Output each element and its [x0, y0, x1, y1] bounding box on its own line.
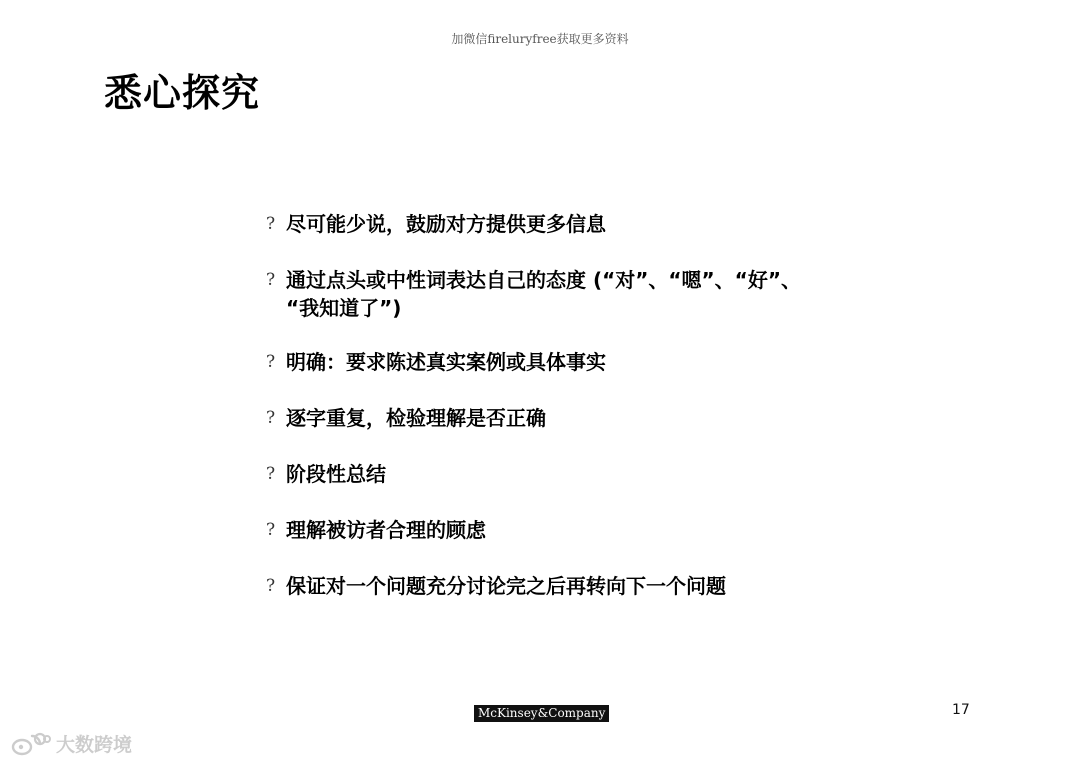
bullet-line: 逐字重复，检验理解是否正确 — [286, 406, 546, 430]
bottom-watermark — [10, 730, 132, 757]
bullet-text — [286, 460, 886, 488]
bullet-text — [286, 210, 886, 238]
bullet-line: 阶段性总结 — [286, 462, 386, 486]
bullet-text — [286, 266, 886, 322]
page-number: 17 — [952, 702, 970, 718]
bullet-item — [266, 348, 886, 376]
bullet-marker: ? — [266, 408, 276, 428]
bullet-item — [266, 266, 886, 322]
bullet-text — [286, 572, 886, 600]
watermark-text: 大数跨境 — [56, 734, 133, 756]
bullet-line: 保证对一个问题充分讨论完之后再转向下一个问题 — [286, 574, 726, 598]
mckinsey-logo: McKinsey&Company — [474, 705, 609, 722]
slide-title: 悉心探究 — [104, 71, 261, 115]
bullet-item — [266, 572, 886, 600]
bullet-marker: ? — [266, 520, 276, 540]
bullet-list — [266, 210, 886, 600]
bullet-text — [286, 516, 886, 544]
bullet-item — [266, 210, 886, 238]
bullet-line: “我知道了”) — [286, 296, 402, 320]
bullet-marker: ? — [266, 214, 276, 234]
bullet-line: 尽可能少说，鼓励对方提供更多信息 — [286, 212, 606, 236]
bullet-text — [286, 348, 886, 376]
bullet-line: 明确：要求陈述真实案例或具体事实 — [286, 350, 606, 374]
bullet-line: 理解被访者合理的顾虑 — [286, 518, 486, 542]
bullet-text — [286, 404, 886, 432]
bullet-item — [266, 460, 886, 488]
bullet-marker: ? — [266, 464, 276, 484]
bullet-item — [266, 404, 886, 432]
bullet-line: 通过点头或中性词表达自己的态度 (“对”、“嗯”、“好”、 — [286, 268, 801, 292]
top-watermark: 加微信fireluryfree获取更多资料 — [451, 32, 629, 46]
bullet-item — [266, 516, 886, 544]
bullet-marker: ? — [266, 352, 276, 372]
bullet-marker: ? — [266, 270, 276, 290]
weibo-logo-icon — [10, 731, 52, 757]
bullet-marker: ? — [266, 576, 276, 596]
